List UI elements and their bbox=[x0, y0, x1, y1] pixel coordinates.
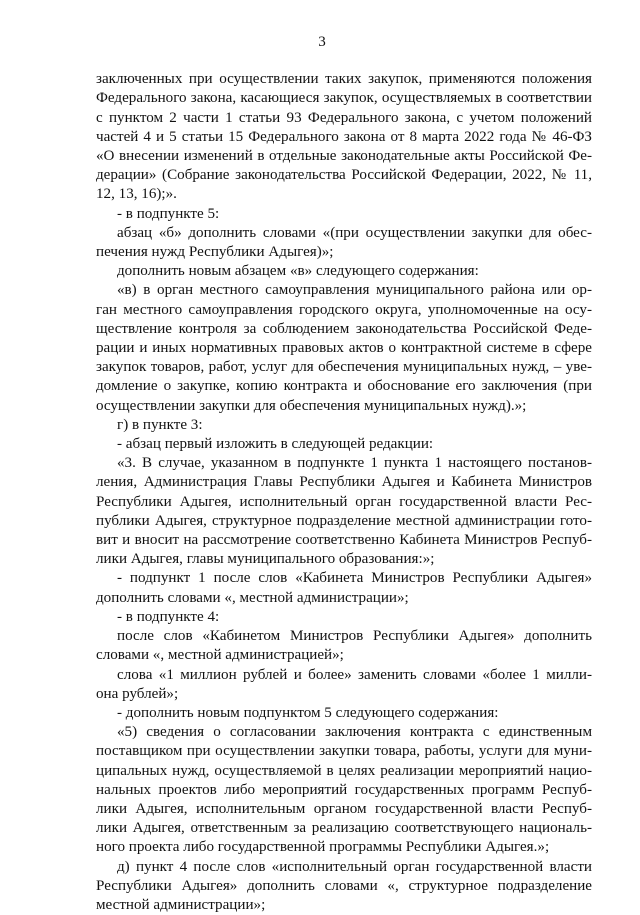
text-line: «О внесении изменений в отдельные законодательные акты Российской Фе- bbox=[96, 148, 592, 165]
text-line: домление о закупке, копию контракта и обоснование его заключения (при bbox=[96, 378, 592, 395]
text-line: Республики Адыгея» дополнить словами «, структурное подразделение bbox=[96, 877, 592, 894]
text-line: «5) сведения о согласовании заключения контракта с единственным bbox=[117, 724, 592, 741]
text-line: после слов «Кабинетом Министров Республики Адыгея» дополнить bbox=[117, 628, 592, 645]
text-line: абзац «б» дополнить словами «(при осуществлении закупки для обес- bbox=[117, 224, 592, 241]
text-line: лики Адыгея, главы муниципального образования:»; bbox=[96, 551, 435, 568]
text-line: заключенных при осуществлении таких закупок, применяются положения bbox=[96, 71, 592, 88]
text-line: дерации» (Собрание законодательства Российской Федерации, 2022, № 11, bbox=[96, 167, 592, 184]
text-line: - в подпункте 5: bbox=[117, 205, 220, 222]
text-line: печения нужд Республики Адыгея)»; bbox=[96, 244, 334, 261]
text-line: Республики Адыгея, исполнительный орган государственной власти Рес- bbox=[96, 493, 592, 510]
text-line: нальных проектов либо мероприятий государственных программ Респуб- bbox=[96, 781, 592, 798]
text-line: лики Адыгея, исполнительным органом государственной власти Респуб- bbox=[96, 800, 592, 817]
text-line: Федерального закона, касающиеся закупок, осуществляемых в соответствии bbox=[96, 90, 592, 107]
text-line: - дополнить новым подпунктом 5 следующего содержания: bbox=[117, 704, 499, 721]
text-line: «в) в орган местного самоуправления муниципального района или ор- bbox=[117, 282, 592, 299]
text-line: осуществлении закупки для обеспечения муниципальных нужд).»; bbox=[96, 397, 527, 414]
text-line: ган местного самоуправления городского округа, уполномоченные на осу- bbox=[96, 301, 592, 318]
text-line: ществление контроля за соблюдением законодательства Российской Феде- bbox=[96, 320, 592, 337]
text-line: ного проекта либо государственной программы Республики Адыгея.»; bbox=[96, 839, 550, 856]
text-line: г) в пункте 3: bbox=[117, 416, 203, 433]
text-line: словами «, местной администрацией»; bbox=[96, 647, 344, 664]
text-line: частей 4 и 5 статьи 15 Федерального закона от 8 марта 2022 года № 46-ФЗ bbox=[96, 128, 592, 145]
text-line: д) пункт 4 после слов «исполнительный орган государственной власти bbox=[117, 858, 592, 875]
text-line: 12, 13, 16);». bbox=[96, 186, 177, 203]
text-line: - абзац первый изложить в следующей редакции: bbox=[117, 436, 434, 453]
text-line: закупок товаров, работ, услуг для обеспечения муниципальных нужд, – уве- bbox=[96, 359, 592, 376]
text-line: ления, Администрация Главы Республики Адыгея и Кабинета Министров bbox=[96, 474, 592, 491]
text-line: дополнить новым абзацем «в» следующего содержания: bbox=[117, 263, 479, 280]
text-line: рации и иных нормативных правовых актов о контрактной системе в сфере bbox=[96, 340, 592, 357]
text-line: публики Адыгея, структурное подразделение местной администрации гото- bbox=[96, 512, 592, 529]
text-line: - в подпункте 4: bbox=[117, 608, 220, 625]
text-line: дополнить словами «, местной администрации»; bbox=[96, 589, 409, 606]
text-line: поставщиком при осуществлении закупки товара, работы, услуги для муни- bbox=[96, 743, 592, 760]
page-number: 3 bbox=[318, 34, 326, 50]
text-line: она рублей»; bbox=[96, 685, 179, 702]
text-line: слова «1 миллион рублей и более» заменить словами «более 1 милли- bbox=[117, 666, 592, 683]
document-body bbox=[96, 70, 592, 915]
text-line: с пунктом 2 части 1 статьи 93 Федерального закона, с учетом положений bbox=[96, 109, 592, 126]
text-line: «3. В случае, указанном в подпункте 1 пункта 1 настоящего постанов- bbox=[117, 455, 592, 472]
text-line: местной администрации»; bbox=[96, 896, 266, 913]
text-line: лики Адыгея, ответственным за реализацию соответствующего националь- bbox=[96, 820, 592, 837]
text-line: ципальных нужд, осуществляемой в целях реализации мероприятий нацио- bbox=[96, 762, 592, 779]
text-line: вит и вносит на рассмотрение соответственно Кабинета Министров Респуб- bbox=[96, 532, 592, 549]
text-line: - подпункт 1 после слов «Кабинета Министров Республики Адыгея» bbox=[117, 570, 592, 587]
